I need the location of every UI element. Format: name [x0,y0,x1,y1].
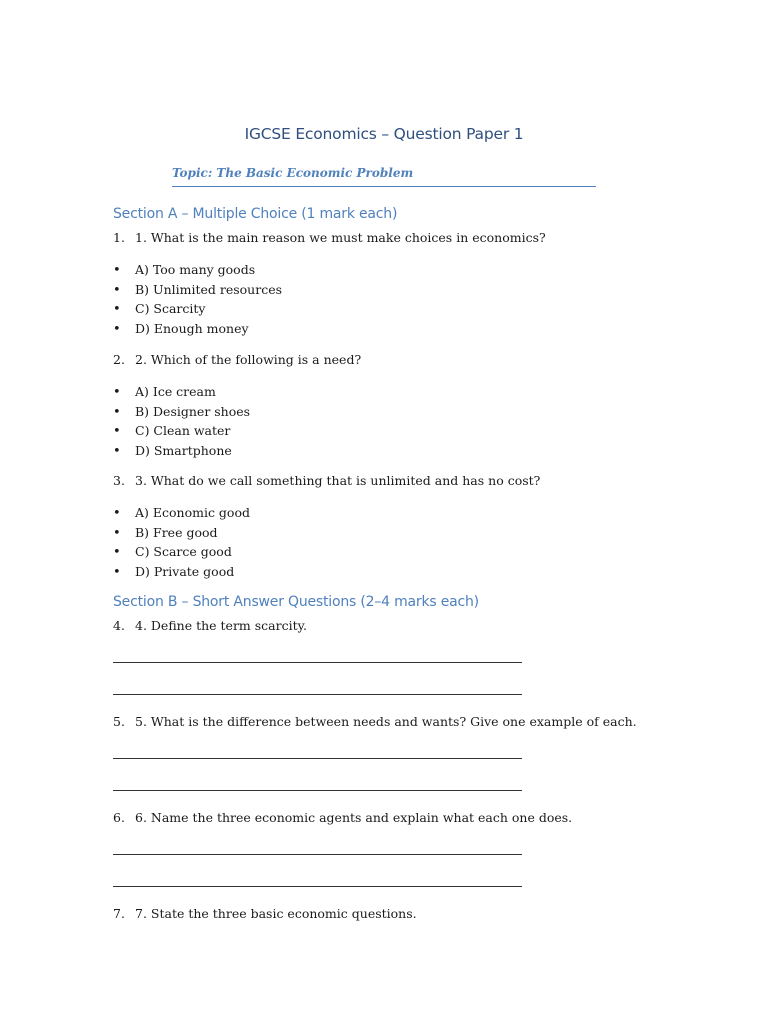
question-5 [113,714,637,729]
option-item [113,421,250,441]
option-item [113,542,250,562]
bullet-icon: • [113,321,121,337]
option-text: B) Free good [135,524,218,540]
question-1 [113,230,546,245]
bullet-icon: • [113,263,121,278]
option-item [113,441,250,461]
question-number: 7. [113,906,125,921]
question-3 [113,473,540,488]
bullet-icon: • [113,443,121,459]
bullet-icon: • [113,302,121,317]
answer-line[interactable] [113,854,522,855]
section-a-heading: Section A – Multiple Choice (1 mark each) [113,206,398,222]
bullet-icon: • [113,385,121,400]
question-text: 3. What do we call something that is unlimited and has no cost? [135,473,541,488]
answer-line[interactable] [113,758,522,759]
option-text: D) Private good [135,563,235,579]
question-7 [113,906,417,921]
option-item [113,382,250,402]
question-number: 6. [113,810,125,825]
question-number: 5. [113,714,125,729]
question-text: 7. State the three basic economic questions. [135,906,417,921]
option-item [113,299,282,319]
question-2 [113,352,361,367]
option-item [113,402,250,422]
option-item [113,260,282,280]
question-3-options [113,503,250,581]
option-text: A) Too many goods [135,262,256,277]
option-item [113,523,250,543]
option-item [113,280,282,300]
answer-line[interactable] [113,886,522,887]
paper-title: IGCSE Economics – Question Paper 1 [244,125,524,143]
bullet-icon: • [113,525,121,541]
option-item [113,562,250,582]
topic-heading [172,162,596,187]
option-text: C) Scarcity [135,301,206,316]
question-6 [113,810,572,825]
option-item [113,319,282,339]
option-text: A) Economic good [135,505,250,520]
question-text: 2. Which of the following is a need? [135,352,362,367]
bullet-icon: • [113,424,121,439]
question-number: 4. [113,618,125,633]
option-text: C) Clean water [135,423,231,438]
option-text: C) Scarce good [135,544,232,559]
bullet-icon: • [113,282,121,298]
question-number: 2. [113,352,125,367]
bullet-icon: • [113,545,121,560]
option-text: D) Enough money [135,320,249,336]
question-number: 1. [113,230,125,245]
option-text: B) Designer shoes [135,403,251,419]
answer-line[interactable] [113,790,522,791]
bullet-icon: • [113,506,121,521]
answer-line[interactable] [113,694,522,695]
bullet-icon: • [113,564,121,580]
option-text: A) Ice cream [135,384,216,399]
question-2-options [113,382,250,460]
question-text: 1. What is the main reason we must make choices in economics? [135,230,546,245]
option-text: B) Unlimited resources [135,281,283,297]
answer-line[interactable] [113,662,522,663]
question-1-options [113,260,282,338]
question-number: 3. [113,473,125,488]
question-text: 6. Name the three economic agents and explain what each one does. [135,810,573,825]
question-4 [113,618,307,633]
question-text: 4. Define the term scarcity. [135,618,307,633]
topic-label: Topic: The Basic Economic Problem [172,166,414,180]
question-text: 5. What is the difference between needs and wants? Give one example of each. [135,714,637,729]
bullet-icon: • [113,404,121,420]
option-text: D) Smartphone [135,442,232,458]
option-item [113,503,250,523]
section-b-heading: Section B – Short Answer Questions (2–4 marks each) [113,594,479,610]
